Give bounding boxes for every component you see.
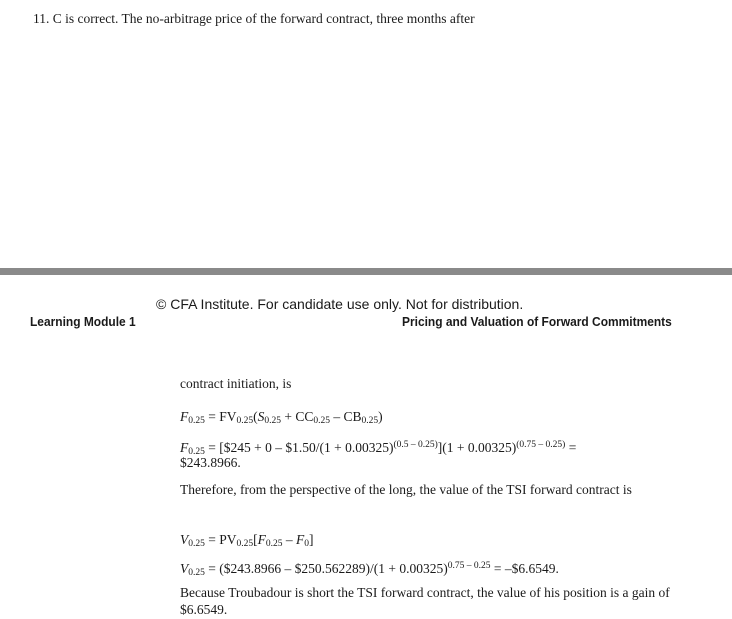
equation-forward-price-result: $243.8966.: [180, 455, 241, 470]
eq-sub: 0.25: [188, 568, 205, 578]
eq-var: F: [257, 532, 266, 547]
eq-sub: 0: [304, 539, 309, 549]
eq-sub: 0.25: [188, 416, 205, 426]
eq-sub: 0.25: [236, 539, 254, 549]
eq-exp: (0.5 – 0.25): [393, 440, 438, 450]
eq-text: = –$6.6549.: [490, 561, 559, 576]
eq-text: ): [378, 409, 383, 424]
eq-var: F: [180, 409, 189, 424]
eq-exp: 0.75 – 0.25: [447, 561, 491, 571]
eq-sub: 0.25: [313, 416, 330, 426]
eq-text: = PV: [204, 532, 237, 547]
eq-sub: 0.25: [188, 539, 205, 549]
equation-value-numeric: [180, 558, 559, 582]
equation-value-general: [180, 531, 314, 553]
eq-text: [: [253, 532, 258, 547]
eq-sub: 0.25: [264, 416, 281, 426]
eq-var: F: [296, 532, 305, 547]
running-header-left: Learning Module 1: [30, 314, 136, 329]
eq-text: (: [253, 409, 258, 424]
continuation-text: contract initiation, is: [180, 376, 292, 391]
eq-text: =: [565, 440, 577, 455]
eq-text: –: [282, 532, 296, 547]
paragraph-long-value: Therefore, from the perspective of the long, the value of the TSI forward contract is: [180, 482, 632, 497]
eq-var: F: [180, 440, 189, 455]
eq-text: = ($243.8966 – $250.562289)/(1 + 0.00325): [204, 561, 448, 576]
eq-sub: 0.25: [265, 539, 283, 549]
eq-text: – CB: [330, 409, 362, 424]
paragraph-short-gain: Because Troubadour is short the TSI forward contract, the value of his position is a gain of $6.6549.: [180, 585, 670, 617]
copyright-notice: © CFA Institute. For candidate use only. Not for distribution.: [156, 296, 524, 312]
page-divider: [0, 268, 732, 275]
eq-text: ](1 + 0.00325): [437, 440, 517, 455]
eq-exp: (0.75 – 0.25): [516, 440, 566, 450]
eq-var: S: [257, 409, 265, 424]
eq-sub: 0.25: [236, 416, 254, 426]
eq-text: ]: [309, 532, 314, 547]
eq-var: V: [180, 561, 189, 576]
eq-text: + CC: [281, 409, 314, 424]
running-header-right: Pricing and Valuation of Forward Commitments: [402, 314, 672, 329]
eq-var: V: [180, 532, 189, 547]
page-top-paragraph: 11. C is correct. The no-arbitrage price of the forward contract, three months after: [33, 11, 475, 26]
eq-sub: 0.25: [361, 416, 379, 426]
eq-text: = [$245 + 0 – $1.50/(1 + 0.00325): [204, 440, 394, 455]
eq-text: = FV: [204, 409, 237, 424]
eq-sub: 0.25: [188, 447, 205, 457]
equation-forward-price-general: [180, 408, 383, 430]
